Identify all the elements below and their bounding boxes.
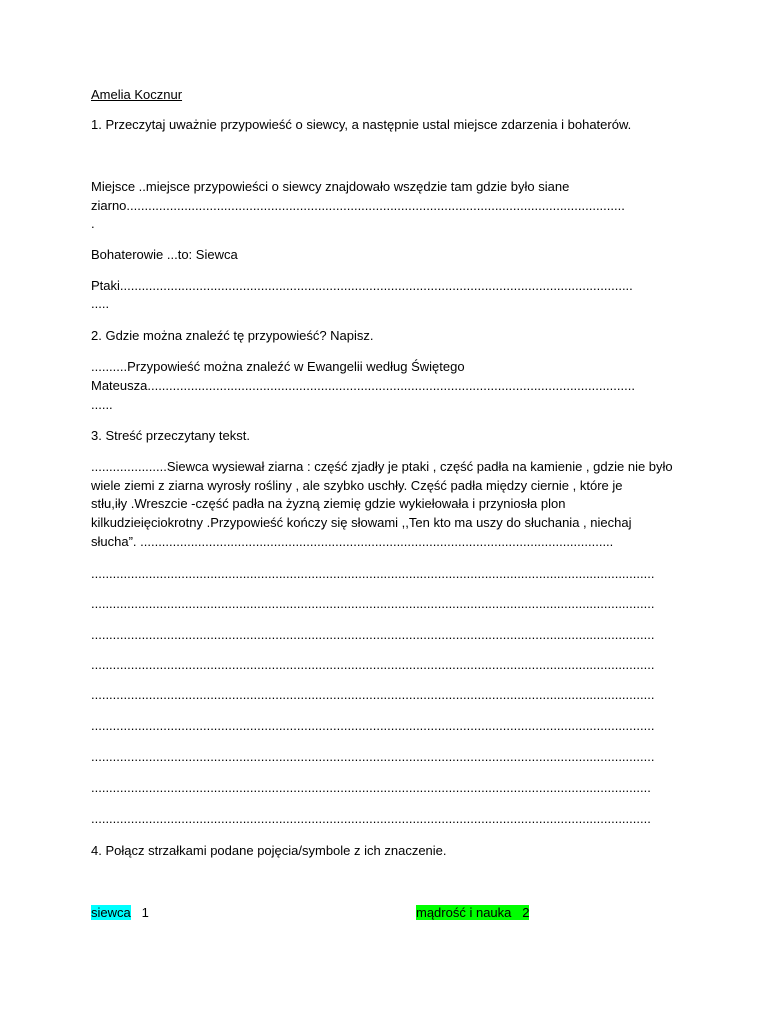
match-item-right: [416, 904, 529, 922]
blank-answer-line: ...........................................................................................................................................................: [91, 811, 651, 826]
blank-answer-line: ............................................................................................................................................................: [91, 657, 655, 672]
summary-line: .....................Siewca wysiewał ziarna : część zjadły je ptaki , część padła na kamienie , gdzie nie było: [91, 459, 673, 474]
blank-answer-line: ............................................................................................................................................................: [91, 596, 655, 611]
blank-answer-line: ...........................................................................................................................................................: [91, 780, 651, 795]
question-3-prompt: 3. Streść przeczytany tekst.: [91, 428, 250, 443]
place-answer-line-1: Miejsce ..miejsce przypowieści o siewcy znajdowało wszędzie tam gdzie było siane: [91, 179, 570, 194]
blank-answer-line: ............................................................................................................................................................: [91, 718, 655, 733]
question-2-prompt: 2. Gdzie można znaleźć tę przypowieść? Napisz.: [91, 328, 374, 343]
question-2-answer-line-1: ..........Przypowieść można znaleźć w Ewangelii według Świętego: [91, 359, 465, 374]
meaning-wisdom-number: 2: [522, 905, 530, 920]
question-1-prompt: 1. Przeczytaj uważnie przypowieść o siewcy, a następnie ustal miejsce zdarzenia i bohaterów.: [91, 117, 632, 132]
meaning-wisdom-label: mądrość i nauka: [416, 905, 512, 920]
match-item-left: [91, 904, 149, 922]
question-2-answer-line-3: ......: [91, 397, 113, 412]
summary-line: stłu,iły .Wreszcie -część padła na żyzną ziemię gdzie wykiełowała i przyniosła plon: [91, 496, 566, 511]
blank-answer-line: ............................................................................................................................................................: [91, 687, 655, 702]
summary-line: wiele ziemi z ziarna wyrosły rośliny , ale szybko uschły. Część padła między ciernie , które je: [91, 478, 623, 493]
blank-answer-line: ............................................................................................................................................................: [91, 749, 655, 764]
summary-line: kilkudzieięciokrotny .Przypowieść kończy się słowami ,,Ten kto ma uszy do słuchania , niechaj: [91, 515, 632, 530]
blank-answer-line: ............................................................................................................................................................: [91, 627, 655, 642]
place-answer-line-3: .: [91, 216, 95, 231]
birds-answer-line-2: .....: [91, 296, 110, 311]
blank-answer-line: ............................................................................................................................................................: [91, 566, 655, 581]
birds-answer-line-1: Ptaki..............................................................................................................................................: [91, 278, 633, 293]
question-4-prompt: 4. Połącz strzałkami podane pojęcia/symbole z ich znaczenie.: [91, 843, 447, 858]
question-2-answer-line-2: Mateusza.......................................................................................................................................: [91, 378, 635, 393]
summary-line: słucha”. ...................................................................................................................................: [91, 534, 614, 549]
place-answer-line-2: ziarno..........................................................................................................................................: [91, 198, 625, 213]
term-siewca: siewca: [91, 905, 131, 920]
author-name: Amelia Kocznur: [91, 87, 183, 102]
meaning-wisdom: [416, 905, 529, 920]
heroes-answer-line: Bohaterowie ...to: Siewca: [91, 247, 238, 262]
term-siewca-number: 1: [141, 905, 149, 920]
